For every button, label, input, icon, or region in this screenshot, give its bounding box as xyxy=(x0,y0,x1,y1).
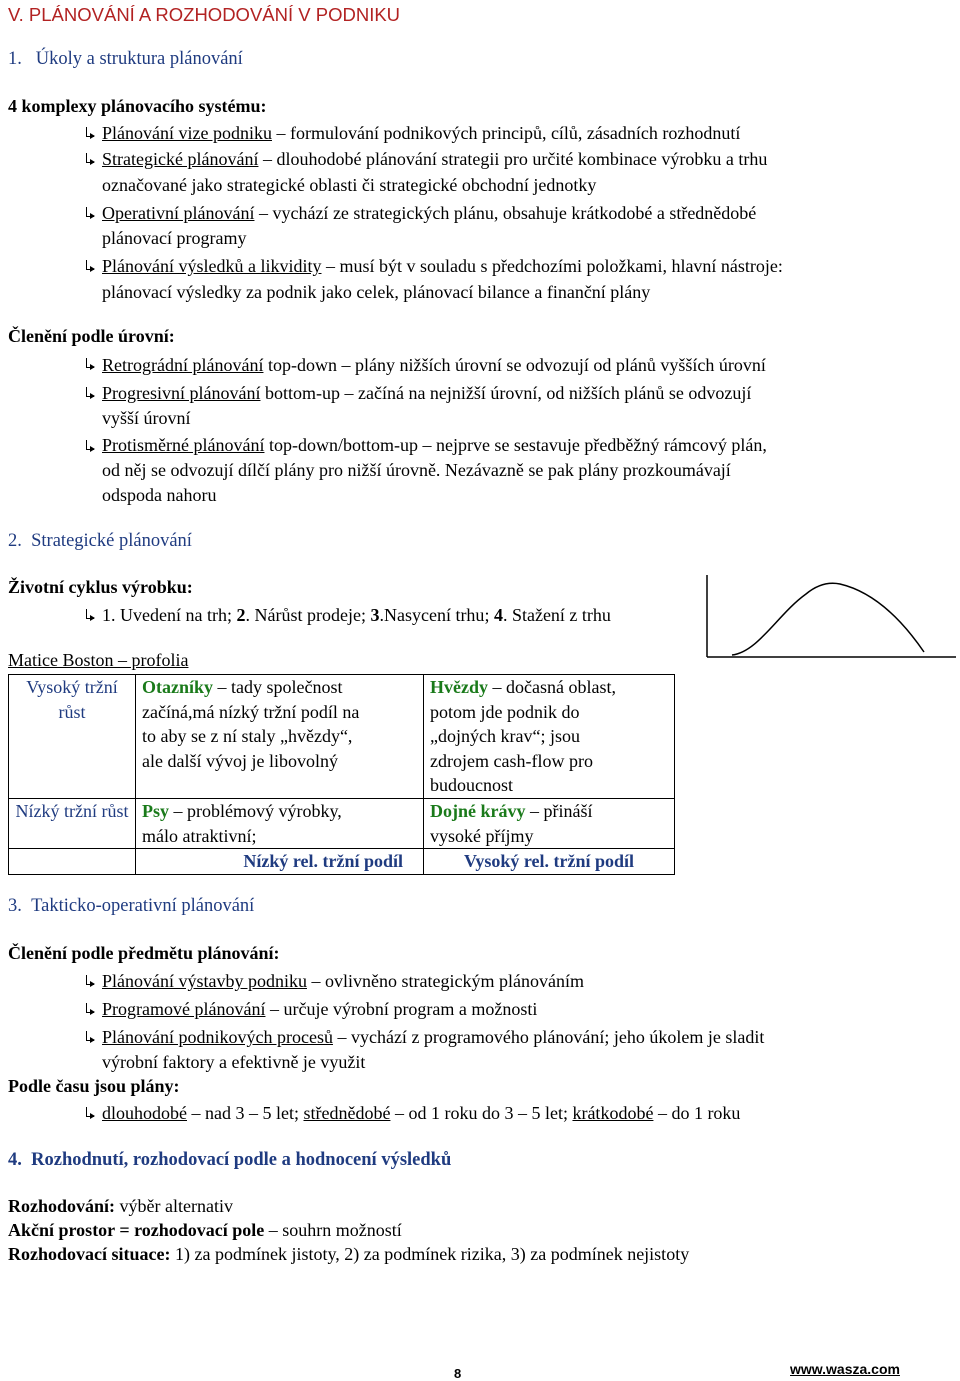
list-item-continuation: plánovací výsledky za podnik jako celek, plánovací bilance a finanční plány xyxy=(102,282,651,302)
stars-cell: Hvězdy – dočasná oblast, potom jde podnik do „dojných krav“; jsou zdrojem cash-flow pro budoucnost xyxy=(424,675,675,799)
section-3-heading xyxy=(8,896,254,917)
list-item: Programové plánování – určuje výrobní program a možnosti xyxy=(102,999,538,1019)
dogs-term: Psy xyxy=(142,801,169,821)
bullet-arrow-icon xyxy=(84,609,94,623)
list-item: Operativní plánování – vychází ze strategických plánu, obsahuje krátkodobé a střednědobé xyxy=(102,203,757,223)
lifecycle-stage: Stažení z trhu xyxy=(511,605,611,625)
stars-term: Hvězdy xyxy=(430,677,488,697)
bullet-arrow-icon xyxy=(84,1003,94,1017)
list-item: Plánování výstavby podniku – ovlivněno strategickým plánováním xyxy=(102,971,584,991)
lifecycle-heading: Životní cyklus výrobku: xyxy=(8,577,193,597)
lifecycle-curve-chart xyxy=(706,574,956,658)
section-1-heading xyxy=(8,49,243,70)
list-item-continuation: vyšší úrovní xyxy=(102,408,191,428)
list-item: Plánování podnikových procesů – vychází z programového plánování; jeho úkolem je sladit xyxy=(102,1027,765,1047)
bullet-arrow-icon xyxy=(84,1031,94,1045)
bullet-arrow-icon xyxy=(84,127,94,141)
list-item-continuation: plánovací programy xyxy=(102,228,247,248)
high-growth-label: Vysoký tržní růst xyxy=(9,675,136,799)
cash-cows-term: Dojné krávy xyxy=(430,801,526,821)
website-link[interactable]: www.wasza.com xyxy=(790,1361,900,1377)
subject-heading: Členění podle předmětu plánování: xyxy=(8,943,280,963)
list-item-continuation: označované jako strategické oblasti či strategické obchodní jednotky xyxy=(102,175,597,195)
low-share-label: Nízký rel. tržní podíl xyxy=(136,849,424,875)
question-marks-cell: Otazníky – tady společnost začíná,má nízký tržní podíl na to aby se z ní staly „hvězdy“, ale další vývoj je libovolný xyxy=(136,675,424,799)
bullet-arrow-icon xyxy=(84,1107,94,1121)
page-number: 8 xyxy=(454,1366,462,1381)
section-number: 3. xyxy=(8,896,22,916)
lifecycle-stage: Uvedení na trh xyxy=(120,605,227,625)
list-item-continuation: odspoda nahoru xyxy=(102,485,217,505)
list-item: Progresivní plánování bottom-up – začíná na nejnižší úrovní, od nižších plánů se odvozují xyxy=(102,383,752,403)
list-item: Retrográdní plánování top-down – plány nižších úrovní se odvozují od plánů vyšších úrovní xyxy=(102,355,766,375)
section-title: Strategické plánování xyxy=(31,531,192,551)
complexes-heading: 4 komplexy plánovacího systému: xyxy=(8,96,267,116)
bullet-arrow-icon xyxy=(84,207,94,221)
section-number: 1. xyxy=(8,49,22,69)
section-2-heading xyxy=(8,531,192,552)
section-number: 2. xyxy=(8,531,22,551)
time-heading: Podle času jsou plány: xyxy=(8,1076,180,1096)
lifecycle-stage: Nasycení trhu xyxy=(383,605,485,625)
section-4-heading xyxy=(8,1150,451,1171)
list-item: Strategické plánování – dlouhodobé plánování strategii pro určité kombinace výrobku a trhu xyxy=(102,149,768,169)
definition-line: Akční prostor = rozhodovací pole – souhrn možností xyxy=(8,1220,402,1240)
bullet-arrow-icon xyxy=(84,440,94,454)
section-number: 4. xyxy=(8,1150,22,1170)
low-growth-label: Nízký tržní růst xyxy=(9,799,136,849)
definition-line: Rozhodovací situace: 1) za podmínek jistoty, 2) za podmínek rizika, 3) za podmínek nejistoty xyxy=(8,1244,690,1264)
definition-line: Rozhodování: výběr alternativ xyxy=(8,1196,233,1216)
cash-cows-cell: Dojné krávy – přináší vysoké příjmy xyxy=(424,799,675,849)
list-item: Plánování vize podniku – formulování podnikových principů, cílů, zásadních rozhodnutí xyxy=(102,123,741,143)
time-horizons: dlouhodobé – nad 3 – 5 let; střednědobé – od 1 roku do 3 – 5 let; krátkodobé – do 1 roku xyxy=(102,1103,741,1123)
lifecycle-curve xyxy=(732,583,924,655)
lifecycle-stage: Nárůst prodeje xyxy=(254,605,361,625)
section-title: Takticko-operativní plánování xyxy=(31,896,255,916)
section-title: Úkoly a struktura plánování xyxy=(35,49,243,69)
bullet-arrow-icon xyxy=(84,975,94,989)
list-item: Protisměrné plánování top-down/bottom-up – nejprve se sestavuje předběžný rámcový plán, xyxy=(102,435,767,455)
question-marks-term: Otazníky xyxy=(142,677,214,697)
boston-matrix-table xyxy=(8,674,675,875)
bullet-arrow-icon xyxy=(84,387,94,401)
high-share-label: Vysoký rel. tržní podíl xyxy=(424,849,675,875)
dogs-cell: Psy – problémový výrobky, málo atraktivní; xyxy=(136,799,424,849)
document-title: V. PLÁNOVÁNÍ A ROZHODOVÁNÍ V PODNIKU xyxy=(8,4,401,25)
list-item-continuation: od něj se odvozují dílčí plány pro nižší úrovně. Nezávazně se pak plány prozkoumávají xyxy=(102,460,731,480)
bullet-arrow-icon xyxy=(84,260,94,274)
section-title: Rozhodnutí, rozhodovací podle a hodnocení výsledků xyxy=(31,1150,452,1170)
lifecycle-stages: 1. Uvedení na trh; 2. Nárůst prodeje; 3.Nasycení trhu; 4. Stažení z trhu xyxy=(102,605,611,625)
matrix-heading: Matice Boston – profolia xyxy=(8,650,189,670)
list-item: Plánování výsledků a likvidity – musí být v souladu s předchozími položkami, hlavní nástroje: xyxy=(102,256,783,276)
bullet-arrow-icon xyxy=(84,358,94,372)
bullet-arrow-icon xyxy=(84,153,94,167)
levels-heading: Členění podle úrovní: xyxy=(8,326,175,346)
list-item-continuation: výrobní faktory a efektivně je využit xyxy=(102,1052,366,1072)
